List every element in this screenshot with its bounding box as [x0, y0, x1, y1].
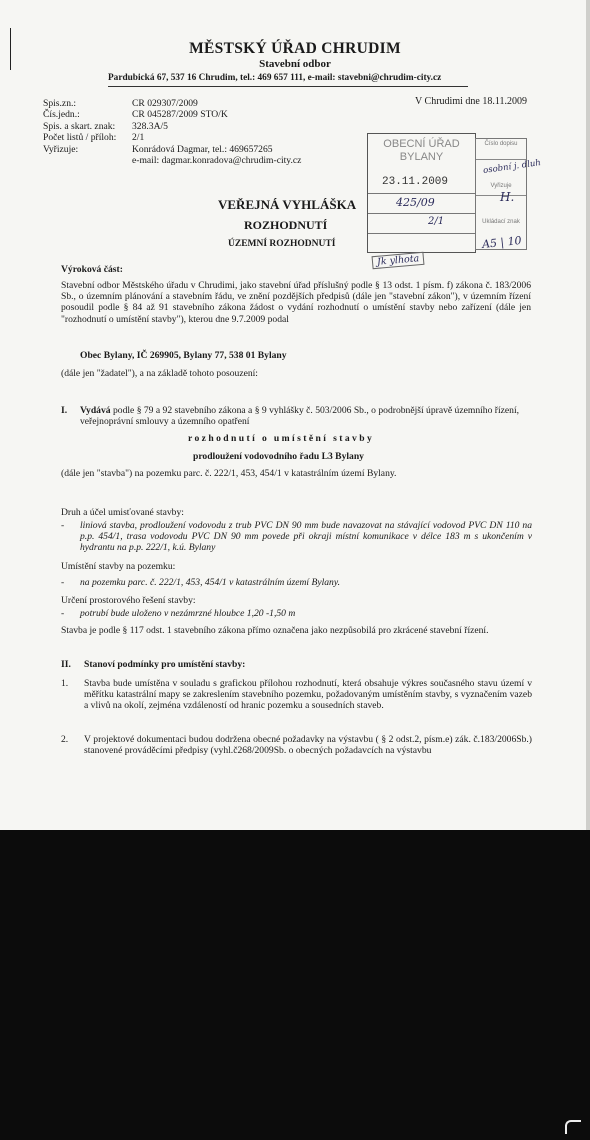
meta-row: Spis.zn.: CR 029307/2009: [43, 98, 198, 109]
meta-row: Vyřizuje: Konrádová Dagmar, tel.: 469657265: [43, 143, 273, 155]
simplified-procedure: Stavba je podle § 117 odst. 1 stavebního zákona přímo označena jako nezpůsobilá pro zkrácené stavební řízení.: [61, 625, 489, 636]
scan-artifact: [565, 1120, 581, 1134]
condition-number: 2.: [61, 734, 69, 745]
spatial-text: potrubí bude uloženo v nezámrzné hloubce 1,20 -1,50 m: [80, 608, 296, 619]
list-dash: -: [61, 577, 65, 588]
verdict-heading: Výroková část:: [61, 264, 123, 275]
applicant-note: (dále jen "žadatel"), a na základě tohoto posouzení:: [61, 368, 258, 379]
stamp-col-label: Číslo dopisu: [476, 141, 526, 160]
list-dash: -: [61, 608, 65, 619]
handwritten-code: A5 | 10: [481, 233, 523, 252]
office-address: Pardubická 67, 537 16 Chrudim, tel.: 469 657 111, e-mail: stavebni@chrudim-city.cz: [108, 73, 442, 83]
file-metadata: [43, 98, 301, 166]
decision-title: ROZHODNUTÍ: [244, 218, 328, 232]
stamp-attachments-box: [368, 213, 475, 234]
project-note: (dále jen "stavba") na pozemku parc. č. 222/1, 453, 454/1 v katastrálním území Bylany.: [61, 468, 397, 479]
stamp-col-label: Ukládací znak: [482, 219, 520, 225]
purpose-label: Druh a účel umisťované stavby:: [61, 507, 184, 518]
condition-number: 1.: [61, 678, 69, 689]
decision-type: ÚZEMNÍ ROZHODNUTÍ: [228, 239, 336, 249]
handwritten-note: osobní j. dluh: [482, 158, 542, 176]
document-title: VEŘEJNÁ VYHLÁŠKA: [218, 197, 357, 212]
section-number: I.: [61, 405, 68, 416]
spatial-label: Určení prostorového řešení stavby:: [61, 595, 196, 606]
header-divider: [108, 86, 468, 87]
stamp-bottom-box: [368, 233, 475, 251]
scan-edge: [586, 0, 590, 830]
applicant: Obec Bylany, IČ 269905, Bylany 77, 538 01 Bylany: [80, 350, 287, 361]
purpose-text: liniová stavba, prodloužení vodovodu z trub PVC DN 90 mm bude navazovat na stávající vodovod PVC DN 110 na p.p. 454/1, trasa vodovodu PVC DN 90 mm povede při okraji místní komunikace v délce 183 m s ukončením v hydrantu na p.p. 222/1, k.ú. Bylany: [80, 520, 532, 554]
stamp-number-box: [368, 193, 475, 214]
stamp-col-label: Vyřizuje: [476, 183, 526, 196]
section2-title: Stanoví podmínky pro umístění stavby:: [84, 659, 246, 670]
stamp-date: 23.11.2009: [382, 176, 449, 188]
department-name: Stavební odbor: [259, 58, 331, 70]
receipt-stamp: [367, 133, 476, 253]
office-title: MĚSTSKÝ ÚŘAD CHRUDIM: [189, 40, 401, 57]
handwritten-initial: H.: [500, 190, 515, 204]
meta-row: Spis. a skart. znak: 328.3A/5: [43, 120, 168, 132]
location-label: Umístění stavby na pozemku:: [61, 561, 176, 572]
stamp-attachments: 2/1: [428, 216, 445, 227]
stamp-number: 425/09: [396, 196, 435, 209]
place-date: V Chrudimi dne 18.11.2009: [415, 96, 527, 107]
intro-paragraph: Stavební odbor Městského úřadu v Chrudimi, jako stavební úřad příslušný podle § 13 odst. 1 písm. f) zákona č. 183/2006 Sb., o územním plánování a stavebním řádu, ve znění pozdějších předpisů (dále jen "stavební zákon"), v územním řízení posoudil podle § 84 až 91 stavebního zákona žádost o vydání rozhodnutí o umístění stavby nebo zařízení (dále jen "rozhodnutí o umístění stavby"), kterou dne 9.7.2009 podal: [61, 280, 531, 325]
section-number: II.: [61, 659, 71, 670]
meta-row: Počet listů / příloh: 2/1: [43, 132, 145, 144]
project-name: prodloužení vodovodního řadu L3 Bylany: [193, 451, 364, 462]
condition-2: V projektové dokumentaci budou dodržena obecné požadavky na výstavbu ( § 2 odst.2, písm.e) zák. č.183/2006Sb.) stanovené prováděcími předpisy (vyhl.č268/2009Sb. o obecných požadavcích na výstavbu: [84, 734, 532, 757]
decision-placement: rozhodnutí o umístění stavby: [188, 433, 375, 444]
meta-email: e-mail: dagmar.konradova@chrudim-city.cz: [132, 155, 302, 167]
meta-row: Čís.jedn.: CR 045287/2009 STO/K: [43, 109, 228, 121]
stamp-date-box: [368, 171, 475, 194]
section1-paragraph: Vydává podle § 79 a 92 stavebního zákona a § 9 vyhlášky č. 503/2006 Sb., o podrobnější úpravě územního řízení, veřejnoprávní smlouvy a územního opatření: [80, 405, 520, 428]
stamp-office: OBECNÍ ÚŘAD BYLANY: [383, 138, 460, 163]
location-text: na pozemku parc. č. 222/1, 453, 454/1 v katastrálním území Bylany.: [80, 577, 340, 588]
handwritten-signature: Jk ylhota: [372, 252, 425, 270]
list-dash: -: [61, 520, 65, 531]
condition-1: Stavba bude umístěna v souladu s grafickou přílohou rozhodnutí, která obsahuje výkres současného stavu území v měřítku katastrální mapy se zakreslením stavebního pozemku, požadovaným umístěním stavby, s vyznačením vazeb a vlivů na okolí, zejména vzdáleností od hranic pozemku a sousedních staveb.: [84, 678, 532, 712]
